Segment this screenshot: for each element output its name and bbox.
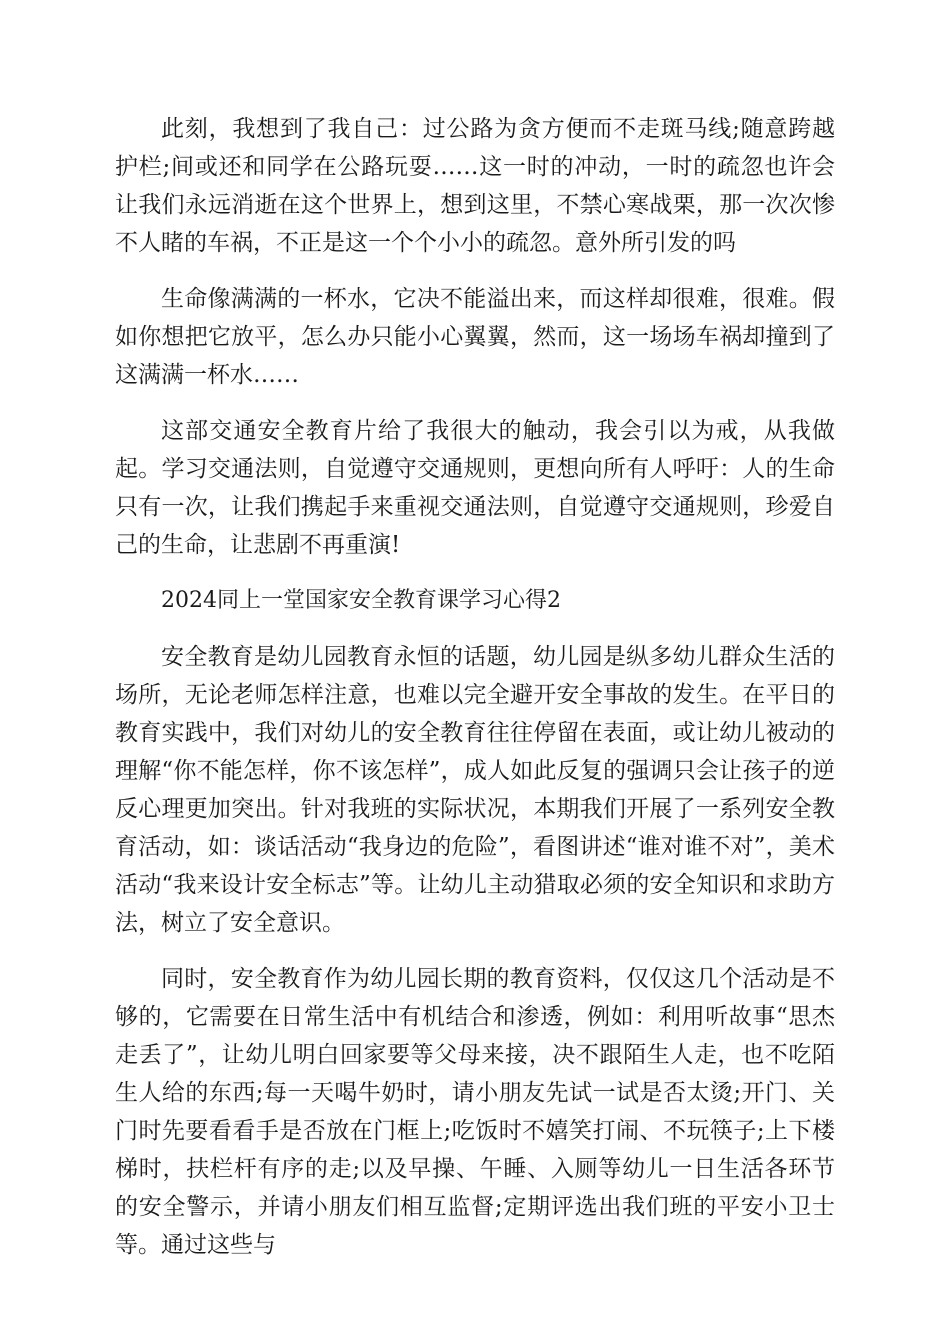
- document-body: [115, 110, 835, 1264]
- paragraph-2: 生命像满满的一杯水，它决不能溢出来，而这样却很难，很难。假如你想把它放平，怎么办只能小心翼翼，然而，这一场场车祸却撞到了这满满一杯水……: [115, 286, 835, 388]
- paragraph-1: 此刻，我想到了我自己：过公路为贪方便而不走斑马线;随意跨越护栏;间或还和同学在公路玩耍……这一时的冲动，一时的疏忽也许会让我们永远消逝在这个世界上，想到这里，不禁心寒战栗，那一次次惨不人睹的车祸，不正是这一个个小小的疏忽。意外所引发的吗: [115, 116, 835, 256]
- section-heading: 2024同上一堂国家安全教育课学习心得2: [161, 588, 561, 613]
- paragraph-5: 同时，安全教育作为幼儿园长期的教育资料，仅仅这几个活动是不够的，它需要在日常生活中有机结合和渗透，例如：利用听故事“思杰走丢了”，让幼儿明白回家要等父母来接，决不跟陌生人走，也不吃陌生人给的东西;每一天喝牛奶时，请小朋友先试一试是否太烫;开门、关门时先要看看手是否放在门框上;吃饭时不嬉笑打闹、不玩筷子;上下楼梯时，扶栏杆有序的走;以及早操、午睡、入厕等幼儿一日生活各环节的安全警示，并请小朋友们相互监督;定期评选出我们班的平安小卫士等。通过这些与: [115, 966, 835, 1258]
- paragraph-3: 这部交通安全教育片给了我很大的触动，我会引以为戒，从我做起。学习交通法则，自觉遵守交通规则，更想向所有人呼吁：人的生命只有一次，让我们携起手来重视交通法则，自觉遵守交通规则，珍爱自己的生命，让悲剧不再重演!: [115, 418, 835, 558]
- paragraph-4: 安全教育是幼儿园教育永恒的话题，幼儿园是纵多幼儿群众生活的场所，无论老师怎样注意，也难以完全避开安全事故的发生。在平日的教育实践中，我们对幼儿的安全教育往往停留在表面，或让幼儿被动的理解“你不能怎样，你不该怎样”，成人如此反复的强调只会让孩子的逆反心理更加突出。针对我班的实际状况，本期我们开展了一系列安全教育活动，如：谈话活动“我身边的危险”，看图讲述“谁对谁不对”，美术活动“我来设计安全标志”等。让幼儿主动猎取必须的安全知识和求助方法，树立了安全意识。: [115, 644, 835, 936]
